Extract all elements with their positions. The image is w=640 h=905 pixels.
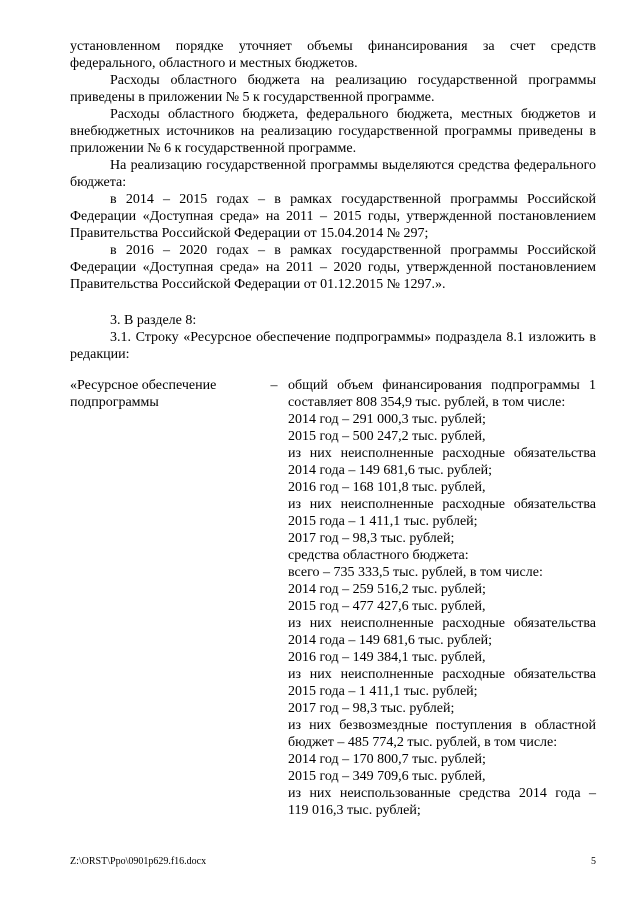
footer-file-path: Z:\ORST\Ppo\0901p629.f16.docx bbox=[70, 856, 207, 867]
value-line: 2017 год – 98,3 тыс. рублей; bbox=[288, 531, 455, 546]
value-line: из них безвозмездные поступления в областной bbox=[288, 718, 596, 733]
value-line: 2016 год – 149 384,1 тыс. рублей, bbox=[288, 650, 486, 665]
value-line: 2016 год – 168 101,8 тыс. рублей, bbox=[288, 480, 486, 495]
value-line: общий объем финансирования подпрограммы 1 bbox=[288, 378, 596, 393]
value-line: из них неисполненные расходные обязательства bbox=[288, 497, 596, 512]
value-line: 119 016,3 тыс. рублей; bbox=[288, 803, 421, 818]
footer-page-number: 5 bbox=[591, 856, 596, 867]
resource-support-label: «Ресурсное обеспечение подпрограммы bbox=[70, 378, 217, 410]
value-line: 2014 год – 170 800,7 тыс. рублей; bbox=[288, 752, 486, 767]
value-line: средства областного бюджета: bbox=[288, 548, 469, 563]
value-line: 2017 год – 98,3 тыс. рублей; bbox=[288, 701, 455, 716]
value-line: 2014 года – 149 681,6 тыс. рублей; bbox=[288, 463, 493, 478]
value-line: 2015 год – 349 709,6 тыс. рублей, bbox=[288, 769, 486, 784]
value-line: бюджет – 485 774,2 тыс. рублей, в том числе: bbox=[288, 735, 558, 750]
resource-support-row bbox=[70, 377, 596, 819]
paragraph-2016-2020: в 2016 – 2020 годах – в рамках государственной программы Российской Федерации «Доступная среда» на 2011 – 2020 годы, утвержденной постановлением Правительства Российской Федерации от 01.12.2015 № 1297.». bbox=[70, 243, 596, 292]
section-instruction: 3.1. Строку «Ресурсное обеспечение подпрограммы» подраздела 8.1 изложить в редакции: bbox=[70, 330, 596, 362]
value-line: из них неисполненные расходные обязательства bbox=[288, 616, 596, 631]
page-footer bbox=[70, 856, 596, 868]
value-line: 2015 года – 1 411,1 тыс. рублей; bbox=[288, 684, 478, 699]
value-line: 2015 года – 1 411,1 тыс. рублей; bbox=[288, 514, 478, 529]
paragraph-federal-funds: На реализацию государственной программы выделяются средства федерального бюджета: bbox=[70, 158, 596, 190]
paragraph-funding-clarification: установленном порядке уточняет объемы финансирования за счет средств федерального, областного и местных бюджетов. bbox=[70, 39, 596, 71]
value-line: 2015 год – 477 427,6 тыс. рублей, bbox=[288, 599, 486, 614]
value-line: всего – 735 333,5 тыс. рублей, в том числе: bbox=[288, 565, 543, 580]
value-line: 2014 год – 291 000,3 тыс. рублей; bbox=[288, 412, 486, 427]
document-page bbox=[70, 38, 596, 819]
value-line: из них неисполненные расходные обязательства bbox=[288, 446, 596, 461]
value-line: из них неисполненные расходные обязательства bbox=[288, 667, 596, 682]
paragraph-appendix-6: Расходы областного бюджета, федерального бюджета, местных бюджетов и внебюджетных источников на реализацию государственной программы приведены в приложении № 6 к государственной программе. bbox=[70, 107, 596, 156]
value-line: 2014 года – 149 681,6 тыс. рублей; bbox=[288, 633, 493, 648]
value-line: составляет 808 354,9 тыс. рублей, в том числе: bbox=[288, 395, 566, 410]
resource-support-value bbox=[283, 377, 596, 819]
row-dash: – bbox=[270, 378, 278, 393]
paragraph-appendix-5: Расходы областного бюджета на реализацию государственной программы приведены в приложении № 5 к государственной программе. bbox=[70, 73, 596, 105]
value-line: из них неиспользованные средства 2014 года – bbox=[288, 786, 596, 801]
paragraph-2014-2015: в 2014 – 2015 годах – в рамках государственной программы Российской Федерации «Доступная среда» на 2011 – 2015 годы, утвержденной постановлением Правительства Российской Федерации от 15.04.2014 № 297; bbox=[70, 192, 596, 241]
value-line: 2015 год – 500 247,2 тыс. рублей, bbox=[288, 429, 486, 444]
value-line: 2014 год – 259 516,2 тыс. рублей; bbox=[288, 582, 486, 597]
section-heading: 3. В разделе 8: bbox=[110, 313, 197, 328]
